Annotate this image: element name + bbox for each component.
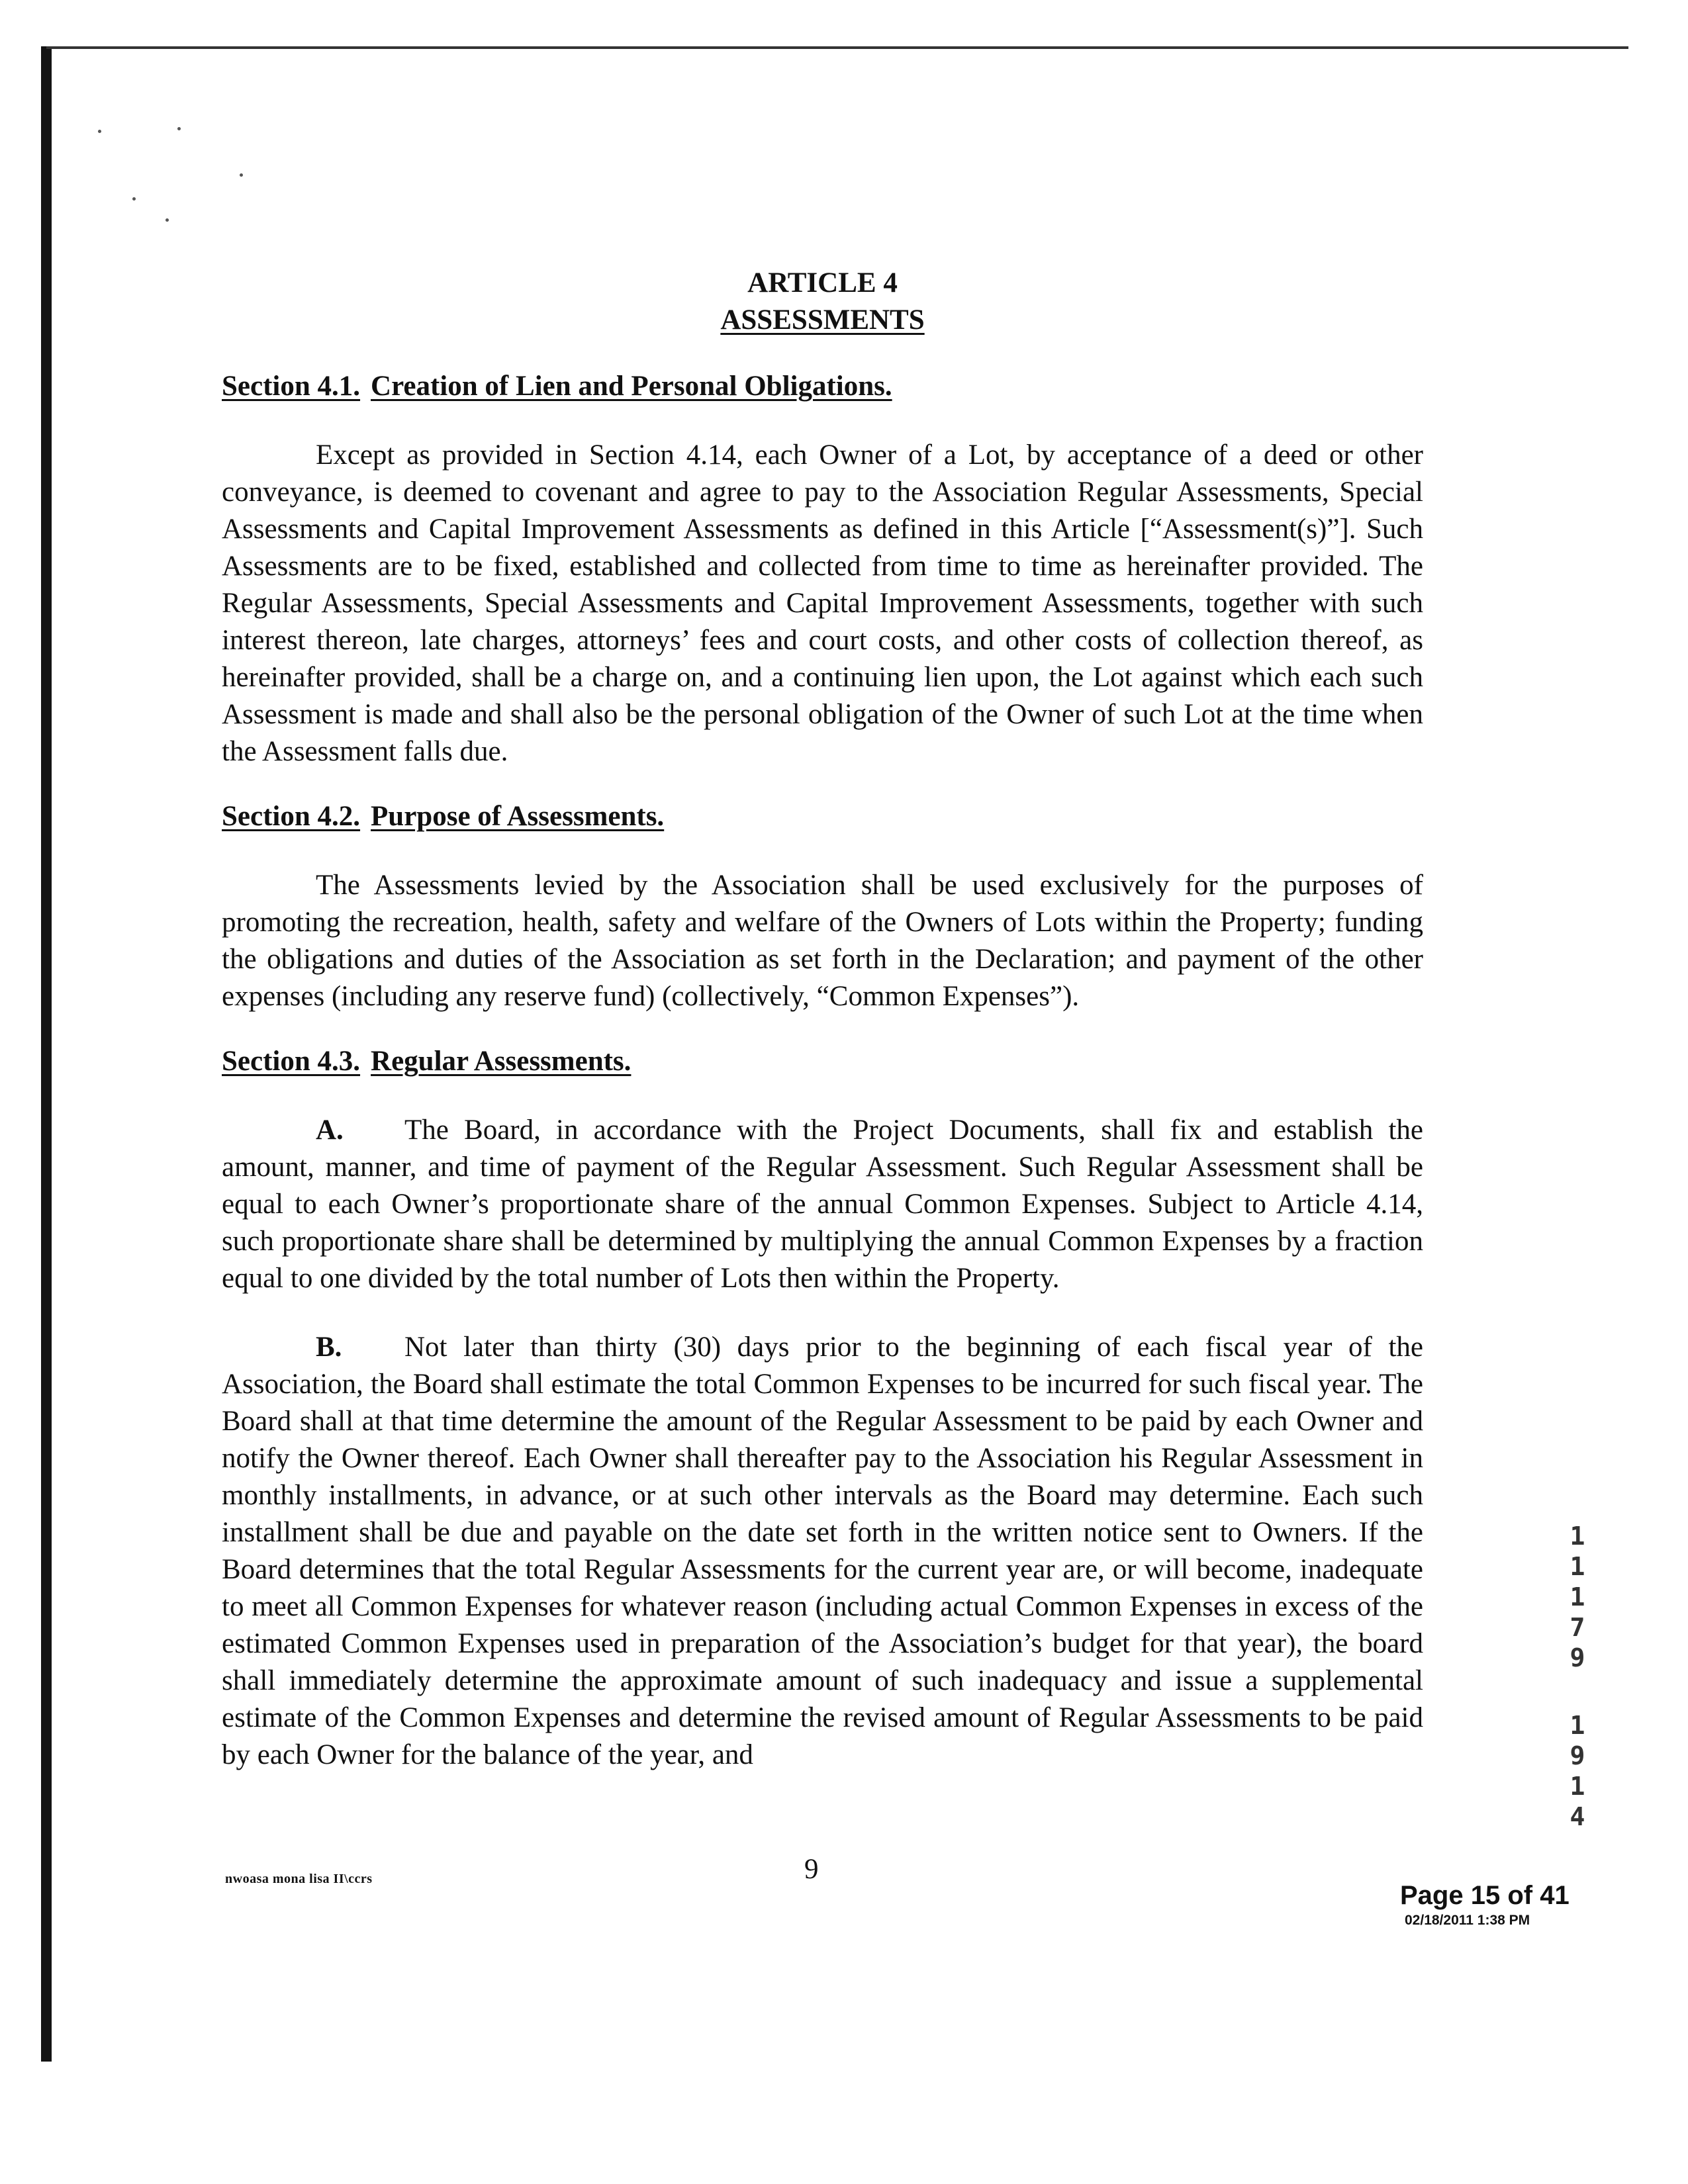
scan-speck — [165, 218, 169, 222]
margin-digit: 7 — [1570, 1613, 1585, 1642]
article-label: ARTICLE 4 — [747, 267, 898, 298]
margin-digit: 1 — [1570, 1552, 1585, 1581]
section-heading-4-3 — [222, 1043, 1423, 1080]
scan-speck — [98, 130, 101, 133]
section-heading-4-2 — [222, 798, 1423, 835]
margin-recording-number — [1568, 1521, 1587, 1832]
section-heading-4-1 — [222, 368, 1423, 405]
margin-digit: 9 — [1570, 1643, 1585, 1672]
margin-digit: 1 — [1570, 1711, 1585, 1740]
subparagraph-letter: B. — [316, 1332, 342, 1363]
section-title: Regular Assessments. — [371, 1046, 632, 1077]
margin-digit: 4 — [1570, 1802, 1585, 1831]
margin-digit: 9 — [1570, 1741, 1585, 1770]
article-title: ASSESSMENTS — [720, 304, 925, 336]
article-heading — [222, 265, 1423, 339]
scan-speck — [177, 127, 181, 130]
section-number: Section 4.3. — [222, 1046, 361, 1077]
document-body — [222, 265, 1423, 1774]
scan-top-edge — [46, 46, 1628, 49]
subparagraph-letter: A. — [316, 1115, 344, 1146]
subparagraph-text: The Board, in accordance with the Project Documents, shall fix and establish the amount, manner, and time of payment of the Regular Assessment. Such Regular Assessment shall be equal to each Owner’s proportionate share of the annual Common Expenses. Subject to Article 4.14, such proportionate share shall be determined by multiplying the annual Common Expenses by a fraction equal to one divided by the total number of Lots then within the Property. — [222, 1115, 1423, 1294]
recording-stamp-date: 02/18/2011 1:38 PM — [1405, 1913, 1530, 1928]
footer-document-code: nwoasa mona lisa II\ccrs — [225, 1872, 373, 1886]
section-title: Creation of Lien and Personal Obligations. — [371, 371, 892, 402]
scan-speck — [240, 173, 243, 177]
section-number: Section 4.2. — [222, 801, 361, 832]
margin-digit: 1 — [1570, 1582, 1585, 1612]
section-4-3-subparagraph-b — [222, 1329, 1423, 1774]
section-number: Section 4.1. — [222, 371, 361, 402]
section-4-3-subparagraph-a — [222, 1112, 1423, 1297]
page-number: 9 — [804, 1854, 819, 1885]
section-4-2-paragraph: The Assessments levied by the Association shall be used exclusively for the purposes of promoting the recreation, health, safety and welfare of the Owners of Lots within the Property; funding the obligations and duties of the Association as set forth in the Declaration; and payment of the other expenses (including any reserve fund) (collectively, “Common Expenses”). — [222, 870, 1423, 1012]
margin-digit: 1 — [1570, 1522, 1585, 1551]
scan-edge-bar — [41, 46, 52, 2062]
scan-speck — [132, 197, 136, 201]
recording-stamp-page: Page 15 of 41 — [1400, 1881, 1570, 1910]
section-title: Purpose of Assessments. — [371, 801, 665, 832]
margin-digit: 1 — [1570, 1772, 1585, 1801]
margin-gap — [1568, 1673, 1587, 1710]
section-4-1-paragraph: Except as provided in Section 4.14, each Owner of a Lot, by acceptance of a deed or other conveyance, is deemed to covenant and agree to pay to the Association Regular Assessments, Special Assessments and Capital Improvement Assessments as defined in this Article [“Assessment(s)”]. Such Assessments are to be fixed, established and collected from time to time as hereinafter provided. The Regular Assessments, Special Assessments and Capital Improvement Assessments, together with such interest thereon, late charges, attorneys’ fees and court costs, and other costs of collection thereof, as hereinafter provided, shall be a charge on, and a continuing lien upon, the Lot against which each such Assessment is made and shall also be the personal obligation of the Owner of such Lot at the time when the Assessment falls due. — [222, 439, 1423, 767]
subparagraph-text: Not later than thirty (30) days prior to the beginning of each fiscal year of the Association, the Board shall estimate the total Common Expenses to be incurred for such fiscal year. The Board shall at that time determine the amount of the Regular Assessment to be paid by each Owner and notify the Owner thereof. Each Owner shall thereafter pay to the Association his Regular Assessment in monthly installments, in advance, or at such other intervals as the Board may determine. Each such installment shall be due and payable on the date set forth in the written notice sent to Owners. If the Board determines that the total Regular Assessments for the current year are, or will become, inadequate to meet all Common Expenses for whatever reason (including actual Common Expenses in excess of the estimated Common Expenses used in preparation of the Association’s budget for that year), the board shall immediately determine the approximate amount of such inadequacy and issue a supplemental estimate of the Common Expenses and determine the revised amount of Regular Assessments to be paid by each Owner for the balance of the year, and — [222, 1332, 1423, 1770]
